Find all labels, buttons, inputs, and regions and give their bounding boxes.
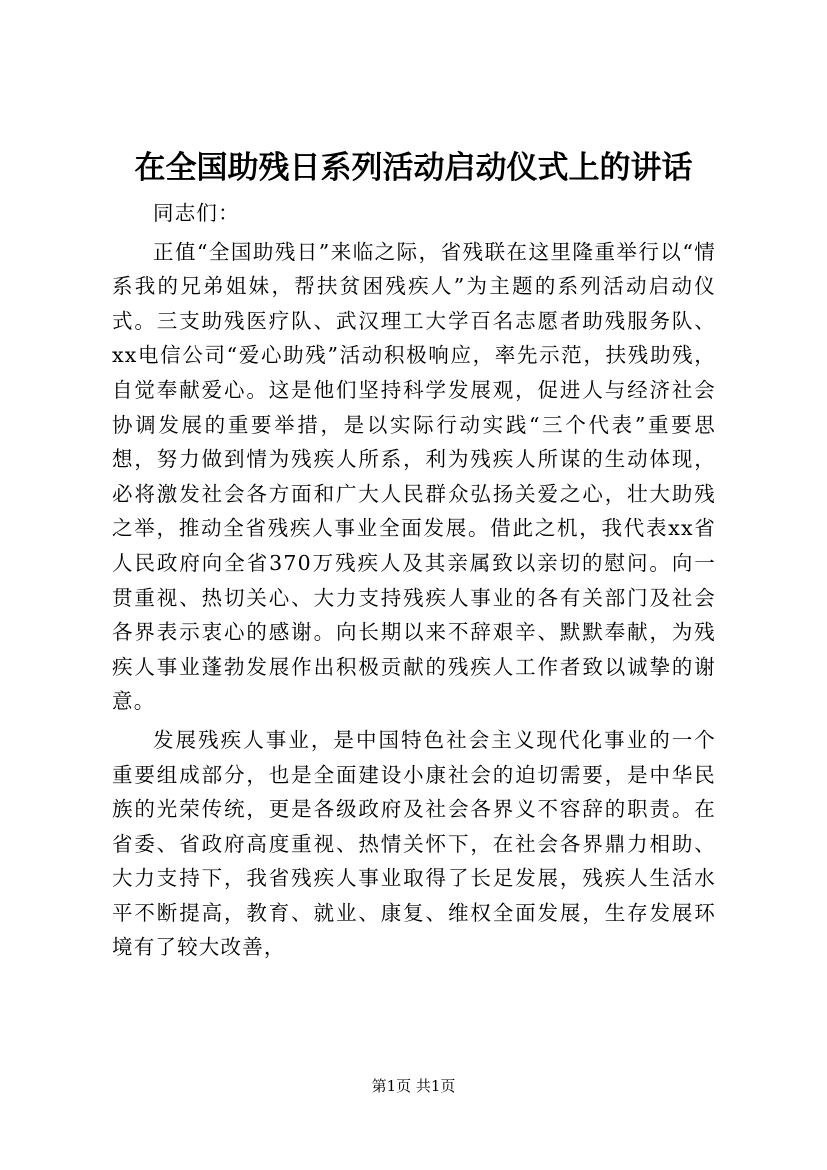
document-body bbox=[112, 196, 716, 965]
page-footer: 第1页 共1页 bbox=[371, 1077, 456, 1095]
paragraph-2: 发展残疾人事业，是中国特色社会主义现代化事业的一个重要组成部分，也是全面建设小康社会的迫切需要，是中华民族的光荣传统，更是各级政府及社会各界义不容辞的职责。在省委、省政府高度重视、热情关怀下，在社会各界鼎力相助、大力支持下，我省残疾人事业取得了长足发展，残疾人生活水平不断提高，教育、就业、康复、维权全面发展，生存发展环境有了较大改善， bbox=[112, 727, 716, 960]
salutation: 同志们： bbox=[153, 201, 240, 225]
document-title: 在全国助残日系列活动启动仪式上的讲话 bbox=[134, 150, 693, 186]
paragraph-1: 正值“全国助残日”来临之际，省残联在这里隆重举行以“情系我的兄弟姐妹，帮扶贫困残疾人”为主题的系列活动启动仪式。三支助残医疗队、武汉理工大学百名志愿者助残服务队、xx电信公司“爱心助残”活动积极响应，率先示范，扶残助残，自觉奉献爱心。这是他们坚持科学发展观，促进人与经济社会协调发展的重要举措，是以实际行动实践“三个代表”重要思想，努力做到情为残疾人所系，利为残疾人所谋的生动体现，必将激发社会各方面和广大人民群众弘扬关爱之心，壮大助残之举，推动全省残疾人事业全面发展。借此之机，我代表xx省人民政府向全省370万残疾人及其亲属致以亲切的慰问。向一贯重视、热切关心、大力支持残疾人事业的各有关部门及社会各界表示衷心的感谢。向长期以来不辞艰辛、默默奉献，为残疾人事业蓬勃发展作出积极贡献的残疾人工作者致以诚挚的谢意。 bbox=[112, 239, 716, 714]
